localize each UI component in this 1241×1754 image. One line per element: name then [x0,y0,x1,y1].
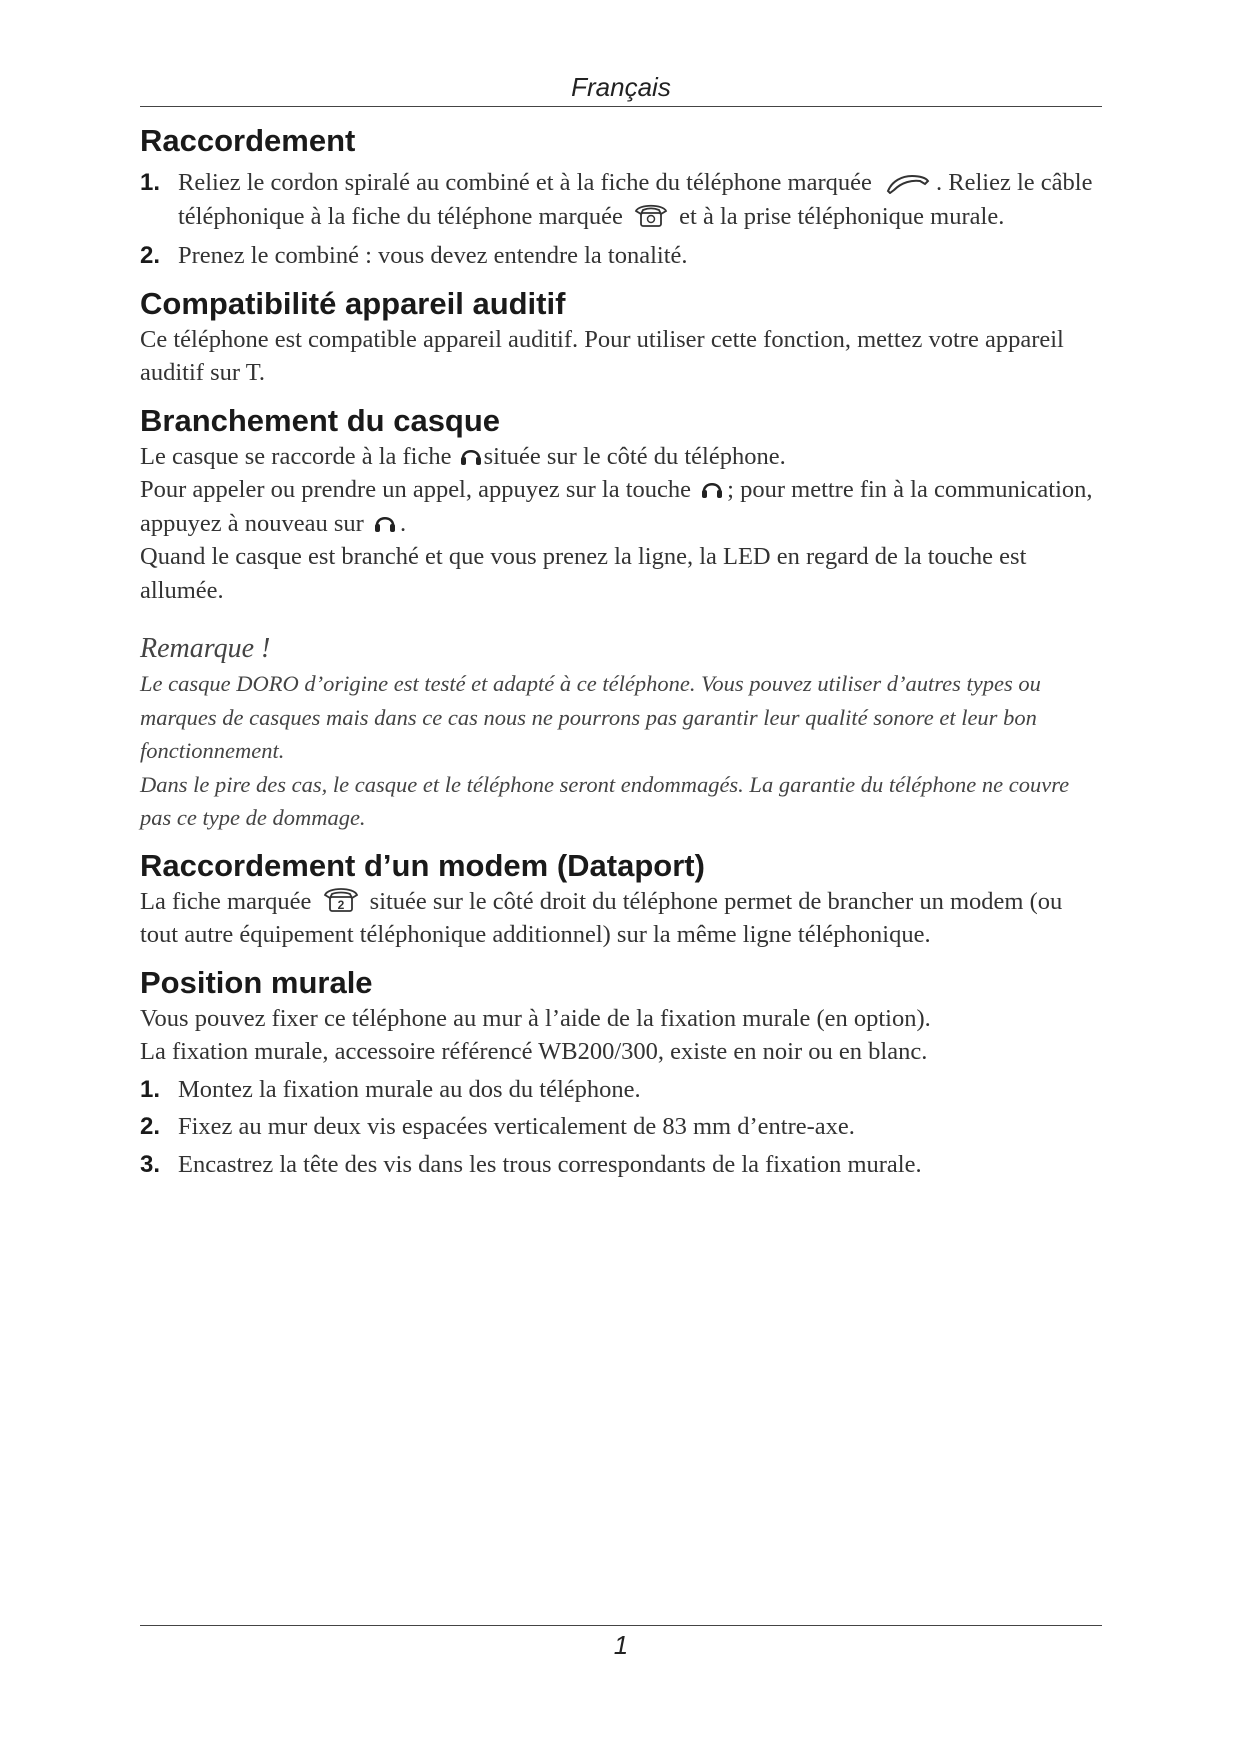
handset-icon [882,172,932,194]
step-text: . Reliez le câble téléphonique à la fiche du téléphone marquée [178,169,1093,230]
note-paragraph-2: Dans le pire des cas, le casque et le téléphone seront endommagés. La garantie du téléphone ne couvre pas ce type de dommage. [140,771,1070,830]
casque-paragraph-2 [140,473,1102,540]
step-text: Encastrez la tête des vis dans les trous correspondants de la fixation murale. [178,1150,922,1178]
casque-text: Pour appeler ou prendre un appel, appuyez sur la touche [140,476,692,503]
murale-paragraph-1: Vous pouvez fixer ce téléphone au mur à l’aide de la fixation murale (en option). [140,1004,931,1032]
page-content [140,122,1102,1181]
note-block [140,631,1102,835]
modem-text [140,885,1102,952]
step-number: 2. [140,242,161,269]
step-text: Montez la fixation murale au dos du téléphone. [178,1075,641,1103]
section-title-compatibilite: Compatibilité appareil auditif [140,285,566,321]
page-number: 1 [613,1630,629,1660]
step-text: et à la prise téléphonique murale. [679,202,1005,230]
murale-paragraph-2: La fixation murale, accessoire référencé WB200/300, existe en noir ou en blanc. [140,1038,928,1065]
headset-icon [374,511,396,535]
casque-text: située sur le côté du téléphone. [483,442,786,470]
section-title-modem: Raccordement d’un modem (Dataport) [140,847,705,883]
document-page [140,0,1102,1754]
footer-divider [140,1625,1102,1626]
page-header: Français [571,72,671,102]
murale-step-2 [140,1110,1102,1144]
step-number: 1. [140,1075,161,1103]
headset-icon [460,444,482,468]
step-number: 2. [140,1113,161,1140]
step-1 [140,166,1102,233]
step-2 [140,239,1102,273]
step-number: 3. [140,1150,161,1178]
casque-text: ; pour mettre fin à la communication, appuyez à nouveau sur [140,476,1093,537]
section-title-murale: Position murale [140,964,373,1000]
modem-text-part: La fiche marquée [140,887,312,915]
phone-line-2-label: 2 [337,897,344,912]
murale-step-3 [140,1148,1102,1182]
note-title: Remarque ! [140,633,271,664]
phone-line-2-icon [322,885,360,913]
step-number: 1. [140,169,161,196]
phone-line-icon [633,202,669,228]
compatibilite-text: Ce téléphone est compatible appareil auditif. Pour utiliser cette fonction, mettez votre appareil auditif sur T. [140,325,1064,386]
headset-icon [701,477,723,501]
step-text: Reliez le cordon spiralé au combiné et à la fiche du téléphone marquée [178,169,872,196]
murale-step-1 [140,1073,1102,1107]
note-paragraph-1: Le casque DORO d’origine est testé et adapté à ce téléphone. Vous pouvez utiliser d’autres types ou marques de casques mais dans ce cas nous ne pourrons pas garantir leur qualité sonore et leur bon fonctionnement. [140,671,1041,763]
section-title-casque: Branchement du casque [140,402,501,438]
step-text: Fixez au mur deux vis espacées verticalement de 83 mm d’entre-axe. [178,1113,855,1140]
step-text: Prenez le combiné : vous devez entendre la tonalité. [178,242,688,269]
casque-paragraph-3: Quand le casque est branché et que vous prenez la ligne, la LED en regard de la touche est allumée. [140,543,1027,604]
casque-text: Le casque se raccorde à la fiche [140,442,452,470]
casque-paragraph-1 [140,440,1102,474]
section-title-raccordement: Raccordement [140,123,356,158]
modem-text-part: située sur le côté droit du téléphone permet de brancher un modem (ou tout autre équipement téléphonique additionnel) sur la même ligne téléphonique. [140,887,1063,948]
header-divider [140,106,1102,107]
casque-text: . [399,509,407,537]
